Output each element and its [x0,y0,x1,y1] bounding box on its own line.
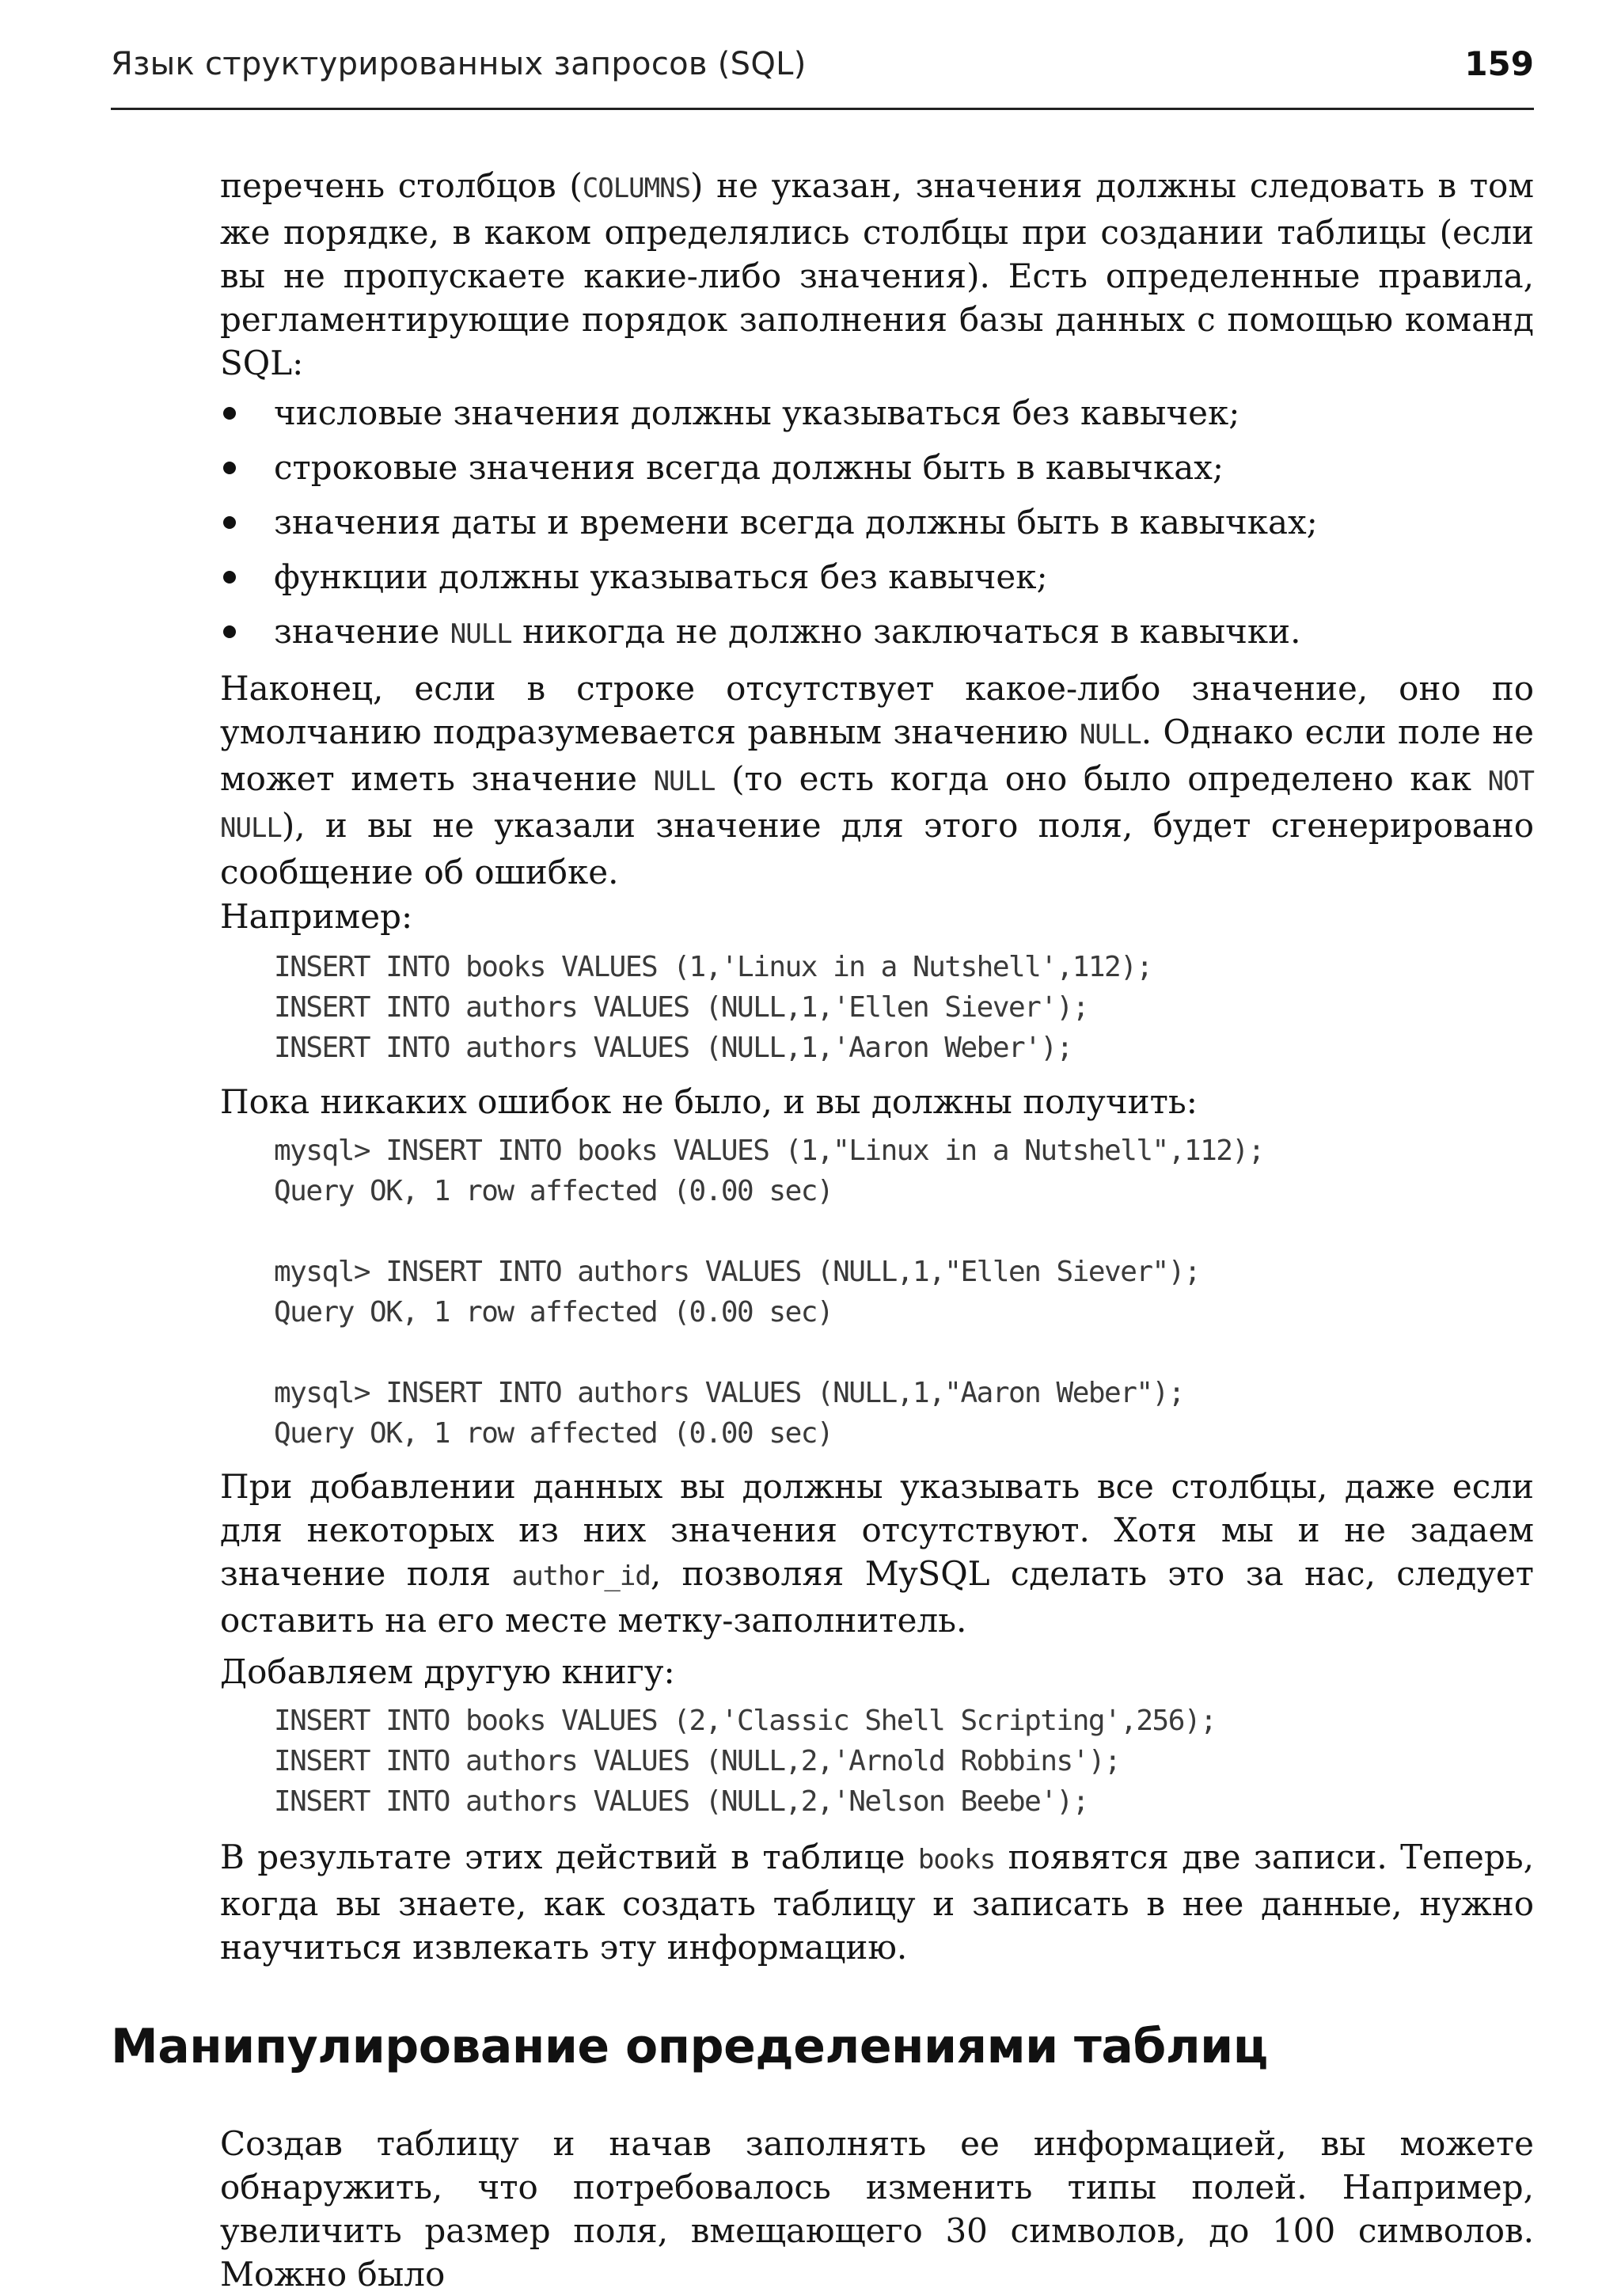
add-book-label: Добавляем другую книгу: [220,1652,675,1691]
text-run: ) не указан, значения должны следовать в том же порядке, в каком определялись столбцы при создании таблицы (если вы не пропускаете какие-либо значения). Есть определенные правила, регламентирующие порядок заполнения базы данных с помощью команд SQL: [220,166,1534,382]
example-label: Например: [220,897,413,936]
list-item-text: функции должны указываться без кавычек; [274,557,1048,596]
inline-code-columns: COLUMNS [582,173,691,204]
list-item [220,555,1534,610]
bullet-icon [223,625,236,638]
inline-code-author-id: author_id [511,1560,651,1592]
text-run: , позволяя MySQL сделать это за нас, следует оставить на его месте метку-заполнитель. [220,1554,1535,1640]
code-block-insert-2: INSERT INTO books VALUES (2,'Classic Shell Scripting',256); INSERT INTO authors VALUES (NULL,2,'Arnold Robbins'); INSERT INTO authors VALUES (NULL,2,'Nelson Beebe'); [274,1705,1217,1818]
rules-list [220,391,1534,664]
inline-code-null: NULL [1079,719,1141,751]
no-errors-label: Пока никаких ошибок не было, и вы должны получить: [220,1082,1198,1121]
paragraph-placeholder [220,1465,1534,1642]
code-block-mysql-output: mysql> INSERT INTO books VALUES (1,"Linux in a Nutshell",112); Query OK, 1 row affected (0.00 sec) mysql> INSERT INTO authors VALUES (NULL,1,"Ellen Siever"); Query OK, 1 row affected (0.00 sec) mysql> INSERT INTO authors VALUES (NULL,1,"Aaron Weber"); Query OK, 1 row affected (0.00 sec) [274,1135,1264,1450]
list-item [220,500,1534,555]
text-run: появятся две записи. Теперь, когда вы знаете, как создать таблицу и записать в нее данные, нужно научиться извлекать эту информацию. [220,1838,1534,1967]
page-number: 159 [1464,44,1534,83]
text-run: значение [274,612,450,651]
text-run: ), и вы не указали значение для этого поля, будет сгенерировано сообщение об ошибке. [220,806,1534,891]
running-header [111,44,1534,110]
text-run: В результате этих действий в таблице [220,1838,918,1876]
paragraph-example [220,895,1534,938]
paragraph-no-errors [220,1080,1534,1123]
bullet-icon [223,462,236,474]
code-block-insert-1: INSERT INTO books VALUES (1,'Linux in a Nutshell',112); INSERT INTO authors VALUES (NULL,1,'Ellen Siever'); INSERT INTO authors VALUES (NULL,1,'Aaron Weber'); [274,951,1152,1064]
text-run: Наконец, если в строке отсутствует какое-либо значение, оно по умолчанию подразумевается равным значению [220,669,1534,751]
list-item-text: строковые значения всегда должны быть в кавычках; [274,448,1224,487]
list-item-text: значения даты и времени всегда должны быть в кавычках; [274,503,1318,542]
text-run: перечень столбцов ( [220,166,583,205]
text-run: . Однако если поле не может иметь значение [220,713,1534,798]
list-item-text: числовые значения должны указываться без кавычек; [274,393,1240,432]
inline-code-books: books [917,1844,996,1876]
inline-code-not-null: NOT NULL [220,766,1534,844]
inline-code-null: NULL [450,618,512,650]
bullet-icon [223,407,236,420]
section-heading: Манипулирование определениями таблиц [111,2019,1268,2074]
list-item [220,446,1534,500]
paragraph-null-default [220,667,1534,894]
inline-code-null: NULL [653,766,716,797]
list-item [220,391,1534,446]
paragraph-table-definitions [220,2122,1534,2296]
text-run: При добавлении данных вы должны указывать все столбцы, даже если для некоторых из них значения отсутствуют. Хотя мы и не задаем значение поля [220,1467,1534,1593]
text-run: никогда не должно заключаться в кавычки. [511,612,1301,651]
bullet-icon [223,571,236,584]
text-run: (то есть когда оно было определено как [715,759,1488,798]
bullet-icon [223,516,236,529]
list-item [220,610,1534,664]
paragraph-result [220,1835,1534,1969]
paragraph-add-book [220,1650,1534,1693]
paragraph-columns-order [220,164,1534,385]
running-title: Язык структурированных запросов (SQL) [111,46,807,82]
table-definitions-text: Создав таблицу и начав заполнять ее информацией, вы можете обнаружить, что потребовалось изменить типы полей. Например, увеличить размер поля, вмещающего 30 символов, до 100 символов. Можно было [220,2124,1534,2294]
